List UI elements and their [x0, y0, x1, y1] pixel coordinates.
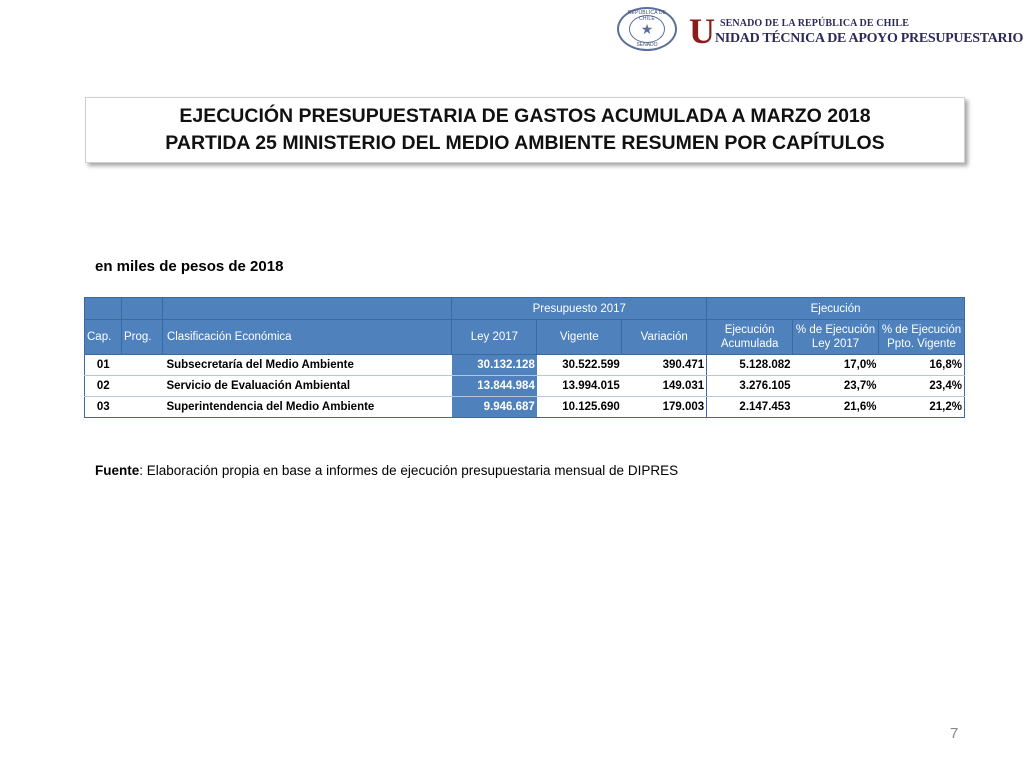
page-number: 7 — [950, 725, 959, 742]
source-label: Fuente — [95, 463, 140, 478]
source-text: : Elaboración propia en base a informes de ejecución presupuestaria mensual de DIPRES — [139, 463, 679, 478]
seal-top-text: REPÚBLICA DE CHILE — [627, 10, 667, 22]
col-pct-ley: % de Ejecución Ley 2017 — [793, 320, 879, 355]
seal-bottom-text: SENADO — [636, 42, 658, 48]
col-vigente: Vigente — [537, 320, 622, 355]
senado-seal-logo — [617, 7, 677, 51]
budget-table — [84, 297, 965, 418]
logo-line1: SENADO DE LA REPÚBLICA DE CHILE — [720, 18, 909, 29]
units-subtitle: en miles de pesos de 2018 — [95, 258, 284, 275]
table-group-header-row — [85, 298, 965, 320]
title-line1: EJECUCIÓN PRESUPUESTARIA DE GASTOS ACUMULADA A MARZO 2018 — [179, 105, 871, 127]
table-row: 01 Subsecretaría del Medio Ambiente 30.132.128 30.522.599 390.471 5.128.082 17,0% 16,8% — [85, 355, 965, 376]
shield-icon: ★ — [629, 15, 665, 43]
table-column-header-row — [85, 320, 965, 355]
group-header-ejecucion: Ejecución — [707, 298, 965, 320]
title-line2: PARTIDA 25 MINISTERIO DEL MEDIO AMBIENTE RESUMEN POR CAPÍTULOS — [165, 132, 885, 154]
table-row: 02 Servicio de Evaluación Ambiental 13.844.984 13.994.015 149.031 3.276.105 23,7% 23,4% — [85, 376, 965, 397]
col-clasificacion: Clasificación Económica — [162, 320, 451, 355]
group-header-presupuesto: Presupuesto 2017 — [452, 298, 707, 320]
col-variacion: Variación — [622, 320, 707, 355]
table-row: 03 Superintendencia del Medio Ambiente 9.946.687 10.125.690 179.003 2.147.453 21,6% 21,2% — [85, 397, 965, 418]
col-cap: Cap. — [85, 320, 122, 355]
col-ejecucion-acumulada: Ejecución Acumulada — [707, 320, 793, 355]
col-pct-vigente: % de Ejecución Ppto. Vigente — [879, 320, 965, 355]
col-prog: Prog. — [121, 320, 162, 355]
title-box — [85, 97, 965, 163]
logo-initial: U — [689, 11, 715, 51]
logo-line2: NIDAD TÉCNICA DE APOYO PRESUPUESTARIO — [715, 31, 1024, 46]
source-note — [95, 463, 678, 478]
col-ley: Ley 2017 — [452, 320, 537, 355]
